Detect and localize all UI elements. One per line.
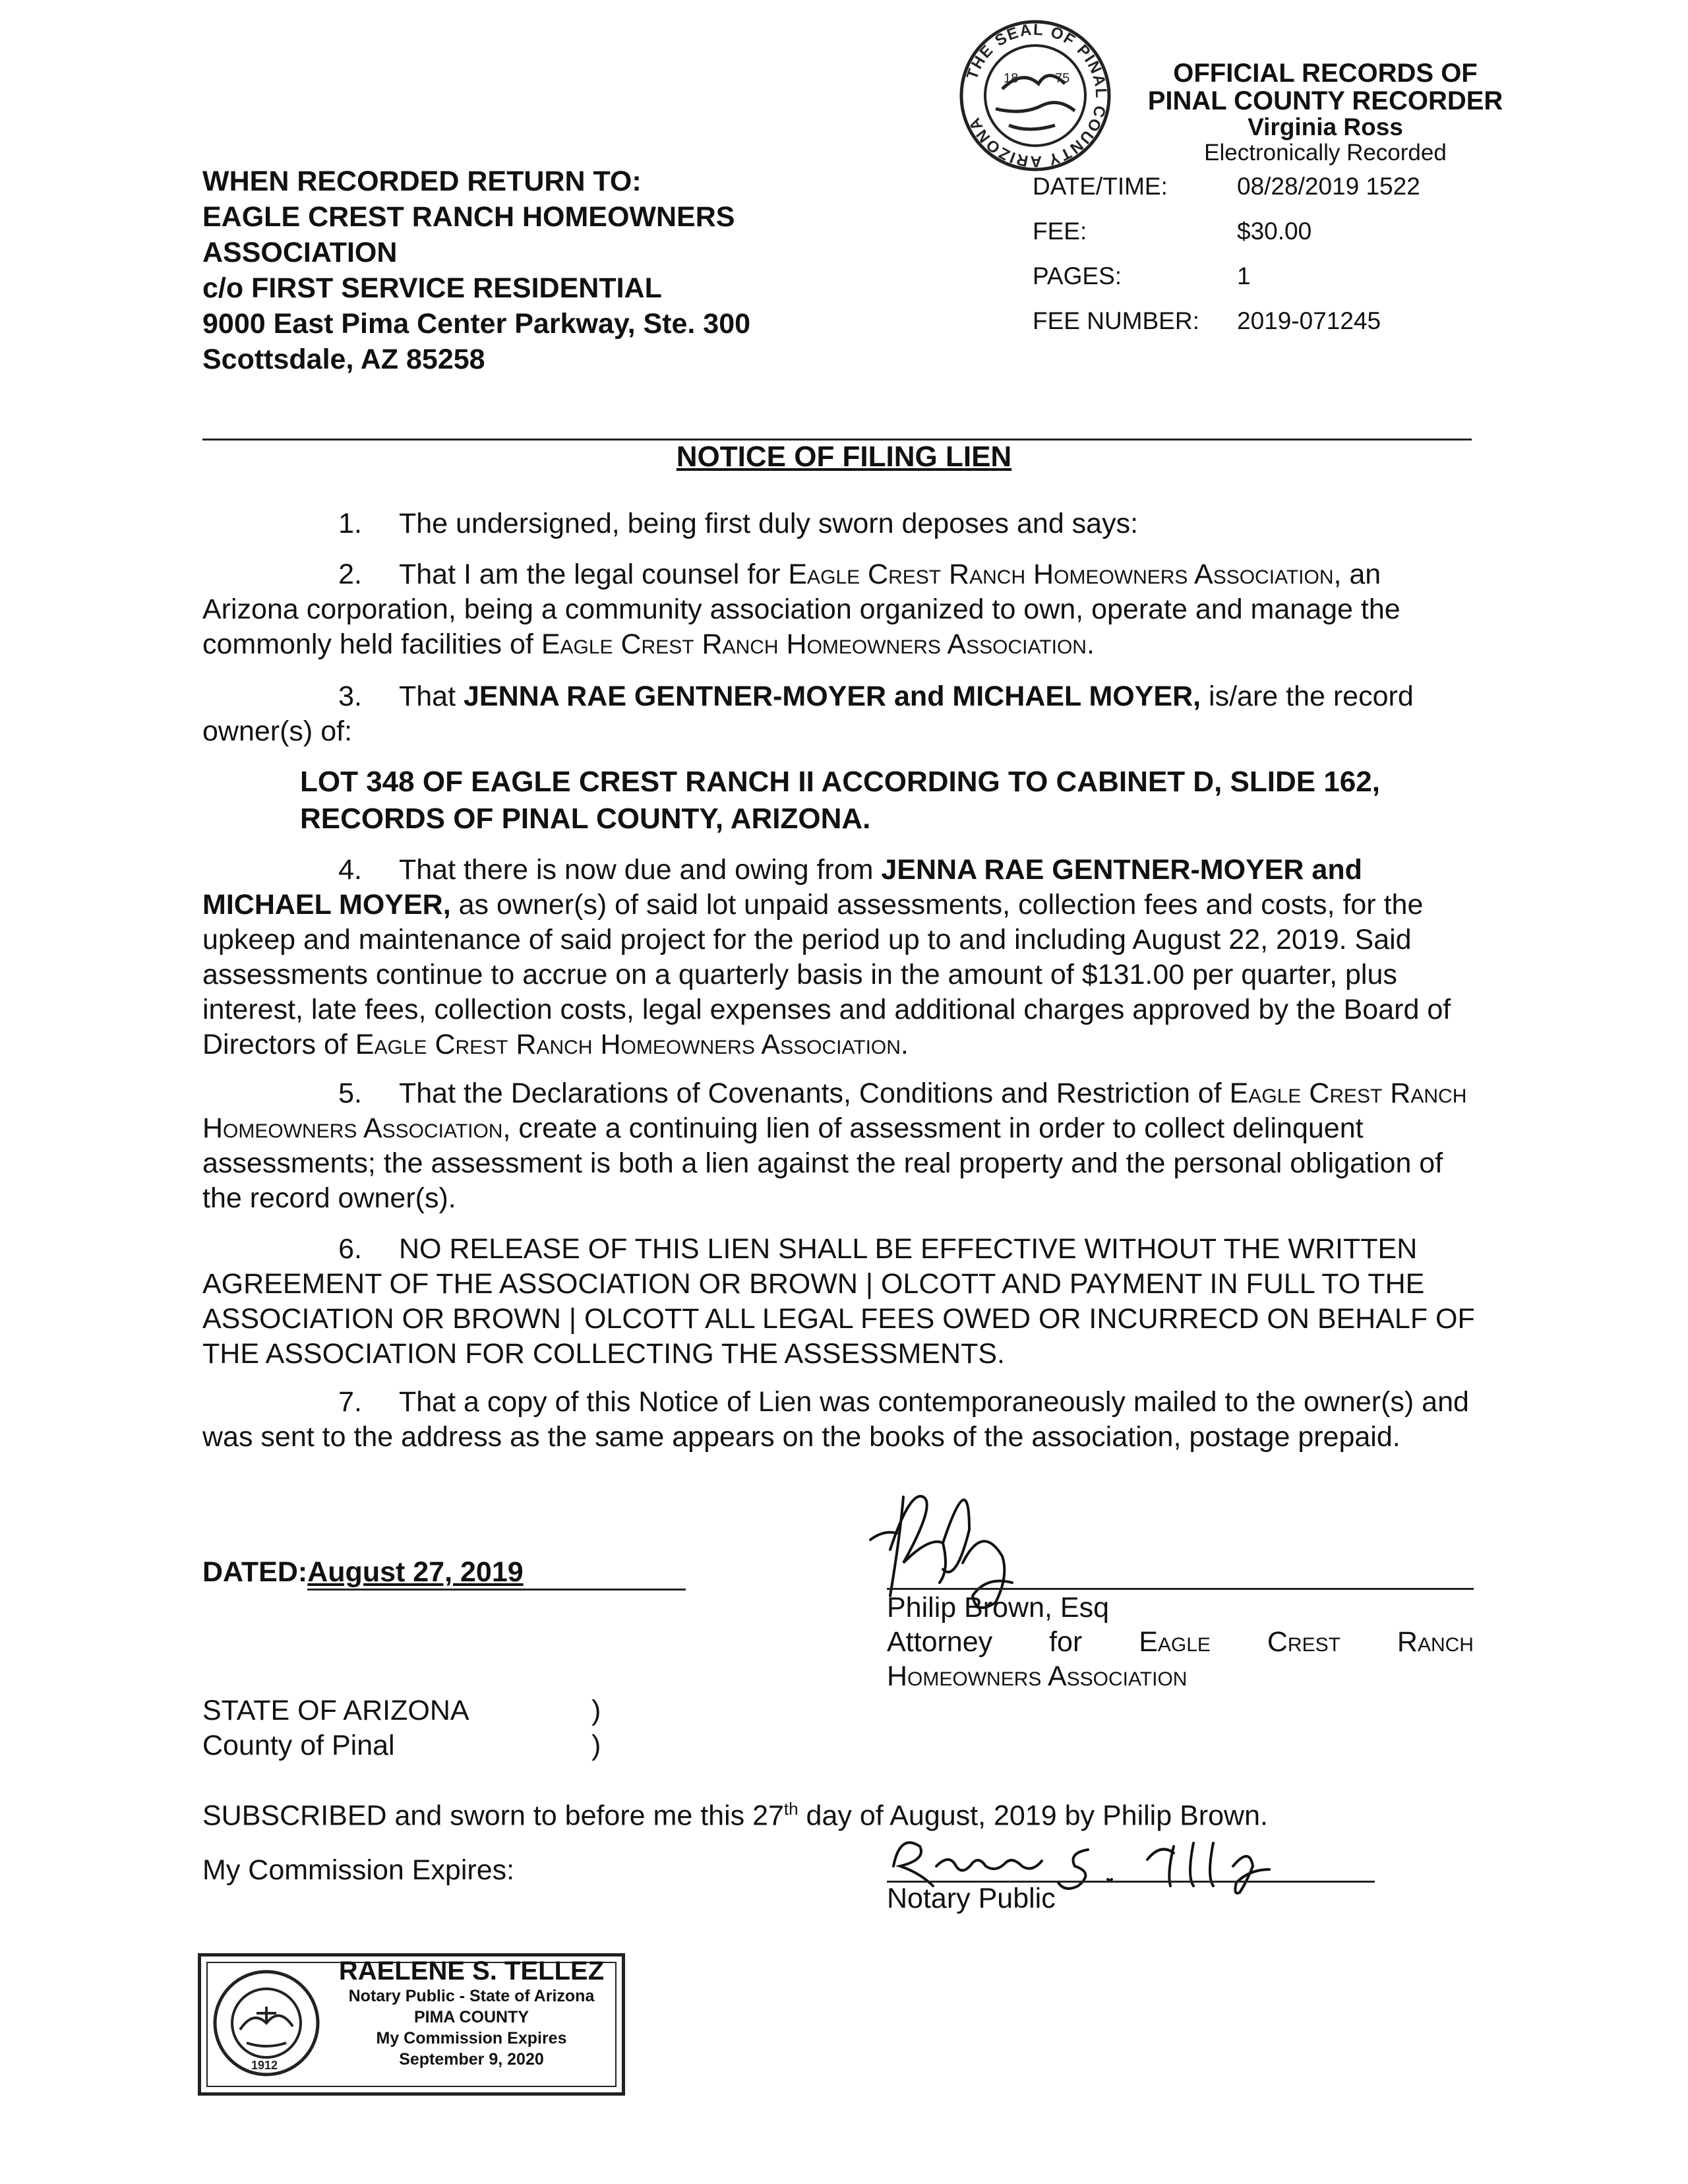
paragraph-text: The undersigned, being first duly sworn deposes and says: [399,508,1139,539]
svg-text:18: 18 [1004,71,1019,86]
return-line: EAGLE CREST RANCH HOMEOWNERS [202,201,735,233]
paragraph-number: 2. [338,559,362,590]
paragraph-number: 4. [338,854,362,886]
attorney-name: Philip Brown, Esq [887,1592,1109,1623]
recording-label: FEE NUMBER: [1033,307,1199,334]
notary-stamp-line: September 9, 2020 [399,2050,544,2069]
attorney-role-word: Attorney [887,1626,993,1658]
county-seal-icon [956,16,1114,175]
paragraph-6 [202,1232,1475,1372]
notary-stamp-line: Notary Public - State of Arizona [348,1987,595,2005]
recorder-line-2: PINAL COUNTY RECORDER [1147,86,1503,115]
commission-label: My Commission Expires: [202,1854,515,1886]
recording-row [1033,262,1420,307]
paragraph-text: That [399,681,464,712]
venue-state: STATE OF ARIZONA [202,1695,469,1726]
paragraph-4 [202,853,1475,1062]
venue-paren: ) [591,1730,601,1761]
paragraph-text: is/are the record owner(s) of: [202,681,1414,747]
notary-stamp [198,1953,625,2096]
paragraph-text: . [900,1029,909,1060]
association-name: Eagle Crest Ranch Homeowners Association [541,628,1087,660]
owner-names: JENNA RAE GENTNER-MOYER and MICHAEL MOYER, [202,854,1362,921]
paragraph-number: 6. [338,1233,362,1265]
subscribed-text: day of August, 2019 by Philip Brown. [798,1800,1268,1832]
return-line: 9000 East Pima Center Parkway, Ste. 300 [202,308,751,340]
recording-value: 08/28/2019 1522 [1237,173,1420,200]
paragraph-text: That I am the legal counsel for [399,559,789,590]
recorder-line-1: OFFICIAL RECORDS OF [1173,59,1478,88]
svg-text:75: 75 [1055,71,1070,86]
paragraph-5 [202,1076,1475,1216]
notary-stamp-line: PIMA COUNTY [413,2008,529,2026]
notary-label: Notary Public [887,1883,1056,1914]
attorney-role-word: Crest [1267,1626,1341,1658]
attorney-block [887,1591,1474,1693]
notary-stamp-name: RAELENE S. TELLEZ [338,1957,605,1986]
notary-stamp-text [326,1957,617,2070]
venue-state-row [202,1693,601,1728]
paragraph-number: 7. [338,1386,362,1418]
return-line: Scottsdale, AZ 85258 [202,344,485,375]
venue-paren: ) [591,1695,601,1726]
recorder-name: Virginia Ross [1248,113,1403,140]
document-title: NOTICE OF FILING LIEN [676,440,1012,473]
attorney-role-word: for [1049,1626,1083,1658]
association-name: Eagle Crest Ranch Homeowners Association [788,559,1334,590]
venue-county: County of Pinal [202,1730,395,1761]
paragraph-text: as owner(s) of said lot unpaid assessments, collection fees and costs, for the upkeep and maintenance of said project for the period up to and including August 22, 2019. Said assessments continue to accrue on a quarterly basis in the amount of $131.00 per quarter, plus interest, late fees, collection costs, legal expenses and additional charges approved by the Board of Directors of [202,889,1451,1060]
recording-value: $30.00 [1237,218,1312,245]
paragraph-number: 3. [338,681,362,712]
dated-date: August 27, 2019 [307,1556,686,1591]
attorney-role-word: Eagle [1139,1626,1211,1658]
attorney-signature-line [887,1588,1474,1590]
paragraph-3 [202,679,1475,749]
paragraph-text: , create a continuing lien of assessment in order to collect delinquent assessments; the assessment is both a lien against the real property and the personal obligation of the record owner(s). [202,1112,1443,1214]
owner-names: JENNA RAE GENTNER-MOYER and MICHAEL MOYER, [464,681,1201,712]
paragraph-text: That the Declarations of Covenants, Conditions and Restriction of [399,1077,1230,1109]
paragraph-number: 1. [338,508,362,539]
recorder-header [1121,59,1530,166]
association-name: Eagle Crest Ranch Homeowners Association [355,1029,901,1060]
recording-row [1033,218,1420,262]
attorney-role-word: Ranch [1397,1626,1474,1658]
association-name: Eagle Crest Ranch Homeowners Association [202,1077,1467,1144]
venue-county-row [202,1728,601,1763]
paragraph-2 [202,557,1475,662]
paragraph-number: 5. [338,1077,362,1109]
paragraph-text: That there is now due and owing from [399,854,882,886]
return-line: WHEN RECORDED RETURN TO: [202,166,642,197]
dated-line [202,1556,686,1591]
recorder-electronic: Electronically Recorded [1204,140,1447,166]
lot-line: RECORDS OF PINAL COUNTY, ARIZONA. [300,803,871,835]
recording-label: FEE: [1033,218,1087,245]
dated-label: DATED: [202,1556,308,1588]
recording-label: DATE/TIME: [1033,173,1168,200]
paragraph-text: NO RELEASE OF THIS LIEN SHALL BE EFFECTIVE WITHOUT THE WRITTEN AGREEMENT OF THE ASSOCIATION OR BROWN | OLCOTT AND PAYMENT IN FULL TO THE ASSOCIATION OR BROWN | OLCOTT ALL LEGAL FEES OWED OR INCURRECD ON BEHALF OF THE ASSOCIATION FOR COLLECTING THE ASSESSMENTS. [202,1233,1475,1370]
lot-description [300,764,1474,837]
arizona-seal-icon [210,1967,322,2079]
return-line: c/o FIRST SERVICE RESIDENTIAL [202,272,662,304]
paragraph-text: , an Arizona corporation, being a community association organized to own, operate and manage the commonly held facilities of [202,559,1401,660]
paragraph-1 [202,506,1475,541]
notary-stamp-line: My Commission Expires [376,2029,567,2048]
venue-block [202,1693,601,1763]
attorney-role [887,1625,1474,1659]
recording-label: PAGES: [1033,262,1122,289]
paragraph-text: . [1086,628,1095,660]
recording-row [1033,307,1420,352]
return-line: ASSOCIATION [202,237,398,268]
recording-value: 2019-071245 [1237,307,1381,334]
return-address [202,164,941,377]
svg-text:THE SEAL OF PINAL COUNTY ARIZO: THE SEAL OF PINAL COUNTY ARIZONA [963,20,1110,171]
subscribed-text: SUBSCRIBED and sworn to before me this 27 [202,1800,784,1832]
subscribed-ordinal: th [783,1799,799,1819]
recording-value: 1 [1237,262,1251,289]
recording-row [1033,173,1420,218]
recording-info [1033,173,1420,352]
svg-text:1912: 1912 [251,2059,278,2072]
paragraph-text: That a copy of this Notice of Lien was contemporaneously mailed to the owner(s) and was sent to the address as the same appears on the books of the association, postage prepaid. [202,1386,1469,1453]
attorney-role-line-2: Homeowners Association [887,1660,1188,1692]
paragraph-7 [202,1385,1475,1455]
lot-line: LOT 348 OF EAGLE CREST RANCH II ACCORDING TO CABINET D, SLIDE 162, [300,766,1380,798]
